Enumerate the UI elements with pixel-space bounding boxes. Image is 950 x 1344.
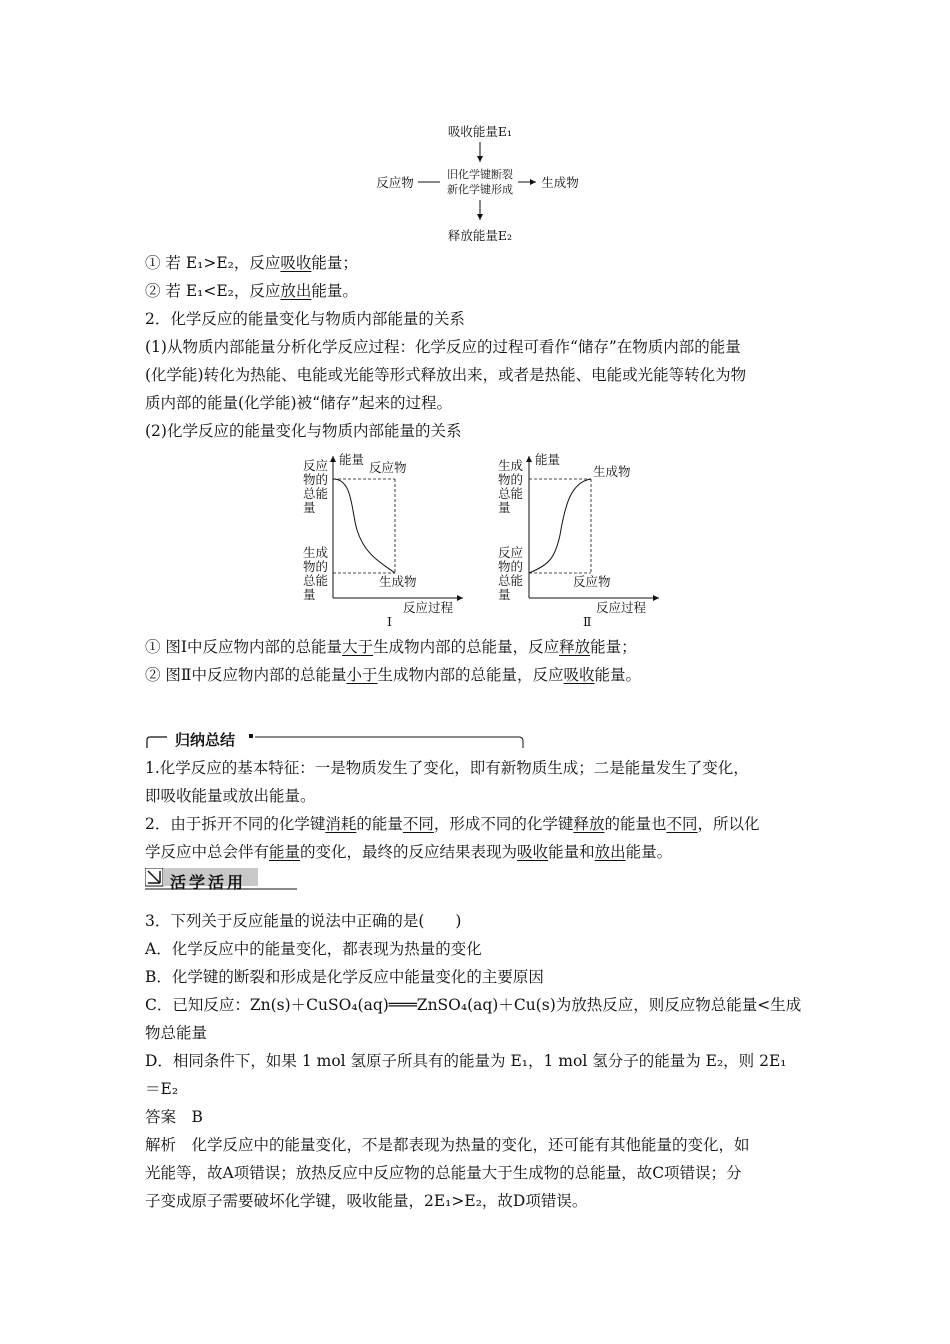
option-a: A．化学反应中的能量变化，都表现为热量的变化 (145, 940, 482, 958)
graph-note-1: ① 图Ⅰ中反应物内部的总能量大于生成物内部的总能量，反应释放能量； (145, 638, 637, 656)
flow-center-label-1: 旧化学键断裂 (447, 168, 513, 181)
graph1-bottom-side-text: 量 (303, 587, 316, 602)
graph2-bottom-side-text: 物的 (498, 559, 524, 574)
flow-right-label: 生成物 (541, 175, 579, 190)
graph2-top-side-text: 总能 (498, 486, 524, 501)
graph2-x-axis-label: 反应过程 (596, 600, 647, 615)
flow-left-label: 反应物 (376, 175, 414, 190)
section2-p2: (2)化学反应的能量变化与物质内部能量的关系 (145, 422, 462, 440)
graph2-bottom-label: 反应物 (573, 574, 611, 589)
graph1-top-label: 反应物 (369, 460, 407, 475)
summary-header (145, 728, 525, 750)
graph1-y-axis-label: 能量 (339, 452, 365, 467)
graph2-top-side-text: 量 (498, 500, 511, 515)
section2-p1-line2: (化学能)转化为热能、电能或光能等形式释放出来，或者是热能、电能或光能等转化为物 (145, 366, 747, 384)
condition-2: ② 若 E₁<E₂，反应放出能量。 (145, 282, 358, 300)
option-c-line2: 物总能量 (145, 1024, 208, 1042)
explanation-line2: 光能等，故A项错误；放热反应中反应物的总能量大于生成物的总能量，故C项错误；分 (145, 1164, 742, 1182)
summary-1-line2: 即吸收能量或放出能量。 (145, 787, 316, 805)
section2-p1-line1: (1)从物质内部能量分析化学反应过程：化学反应的过程可看作“储存”在物质内部的能量 (145, 338, 741, 356)
graph1-top-side-text: 量 (303, 500, 316, 515)
graph-note-2: ② 图Ⅱ中反应物内部的总能量小于生成物内部的总能量，反应吸收能量。 (145, 666, 642, 684)
explanation-line1: 解析 化学反应中的能量变化，不是都表现为热量的变化，还可能有其他能量的变化，如 (145, 1136, 750, 1154)
graph2-top-side-text: 生成 (498, 458, 524, 473)
option-b: B．化学键的断裂和形成是化学反应中能量变化的主要原因 (145, 968, 544, 986)
option-d-line2: ＝E₂ (145, 1080, 179, 1098)
explanation-line3: 子变成原子需要破坏化学键，吸收能量，2E₁>E₂，故D项错误。 (145, 1192, 588, 1210)
graph1-bottom-side-text: 物的 (303, 559, 329, 574)
energy-graph-endothermic (493, 450, 668, 630)
summary-2-line2: 学反应中总会伴有能量的变化，最终的反应结果表现为吸收能量和放出能量。 (145, 843, 673, 861)
bond-energy-flow-diagram (360, 118, 600, 248)
graph2-top-label: 生成物 (593, 464, 631, 479)
question-stem: 3．下列关于反应能量的说法中正确的是( ) (145, 912, 462, 930)
answer: 答案 B (145, 1108, 203, 1126)
option-c-line1: C．已知反应：Zn(s)＋CuSO₄(aq)═══ZnSO₄(aq)＋Cu(s)为放热反应，则反应物总能量<生成 (145, 996, 802, 1014)
section2-heading: 2．化学反应的能量变化与物质内部能量的关系 (145, 310, 465, 328)
graph1-caption: Ⅰ (387, 614, 392, 629)
graph2-bottom-side-text: 总能 (498, 573, 524, 588)
summary-1-line1: 1.化学反应的基本特征：一是物质发生了变化，即有新物质生成；二是能量发生了变化， (145, 759, 749, 777)
practice-title: 活学活用 (170, 873, 247, 892)
graph1-top-side-text: 物的 (303, 472, 329, 487)
graph2-bottom-side-text: 量 (498, 587, 511, 602)
flow-top-label: 吸收能量E₁ (447, 124, 513, 139)
condition-1: ① 若 E₁>E₂，反应吸收能量； (145, 254, 358, 272)
graph1-bottom-side-text: 总能 (303, 573, 329, 588)
energy-graph-exothermic (295, 450, 470, 630)
graph1-curve (333, 479, 395, 573)
graph1-bottom-side-text: 生成 (303, 545, 329, 560)
option-d-line1: D．相同条件下，如果 1 mol 氢原子所具有的能量为 E₁，1 mol 氢分子的能量为 E₂，则 2E₁ (145, 1052, 787, 1070)
graph2-y-axis-label: 能量 (535, 452, 561, 467)
section2-p1-line3: 质内部的能量(化学能)被“储存”起来的过程。 (145, 394, 452, 412)
graph2-caption: Ⅱ (583, 614, 592, 629)
blank-absorb: 吸收 (280, 254, 312, 272)
graph1-bottom-label: 生成物 (379, 574, 417, 589)
flow-center-label-2: 新化学键形成 (447, 183, 513, 196)
graph2-top-side-text: 物的 (498, 472, 524, 487)
graph2-curve (529, 479, 591, 573)
graph1-top-side-text: 反应 (303, 458, 329, 473)
blank-release: 放出 (280, 282, 312, 300)
summary-2-line1: 2．由于拆开不同的化学键消耗的能量不同，形成不同的化学键释放的能量也不同，所以化 (145, 815, 760, 833)
flow-bottom-label: 释放能量E₂ (447, 228, 513, 243)
graph2-bottom-side-text: 反应 (498, 545, 524, 560)
summary-title: 归纳总结 (175, 731, 236, 749)
graph1-top-side-text: 总能 (303, 486, 329, 501)
graph1-x-axis-label: 反应过程 (403, 600, 454, 615)
